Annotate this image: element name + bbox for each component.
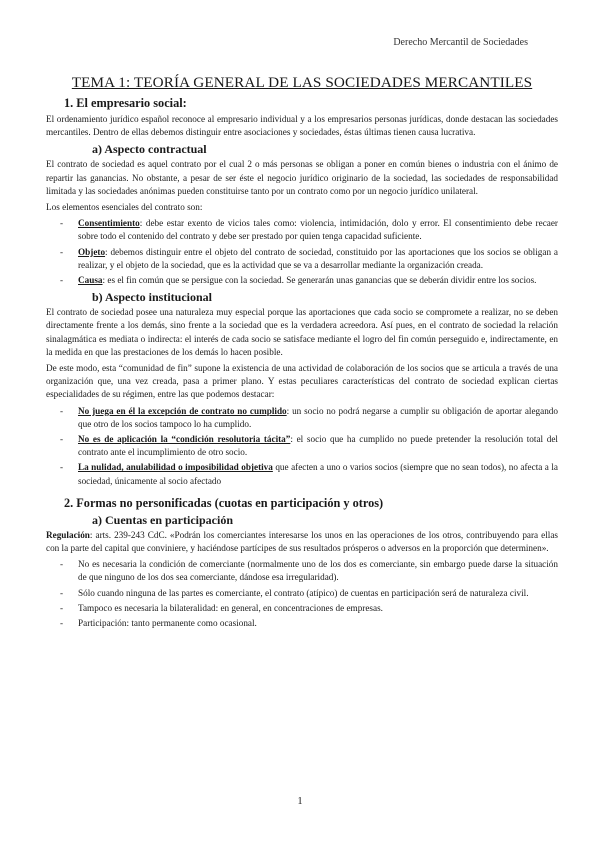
list-item-text: : es el fin común que se persigue con la sociedad. Se generarán unas ganancias que se deberán dividir entre los socios. [102,275,537,286]
list-item: - No es de aplicación la “condición resolutoria tácita”: el socio que ha cumplido no puede pretender la resolución total del contrato ante el incumplimiento de otro socio. [60,434,558,458]
page-title: TEMA 1: TEORÍA GENERAL DE LAS SOCIEDADES MERCANTILES [71,74,533,91]
page-number: 1 [297,796,303,807]
list-item-text: Tampoco es necesaria la bilateralidad: en general, en concentraciones de empresas. [78,602,383,613]
regulation-text: : arts. 239-243 CdC. «Podrán los comerciantes interesarse los unos en las operaciones de los otros, contribuyendo para ellas con la parte del capital que conviniere, y haciéndose partícipes de sus resultados prósperos o adversos en la proporción que determinen». [46,529,558,554]
list-item-text: : debe estar exento de vicios tales como: violencia, intimidación, dolo y error. El consentimiento debe recaer sobre todo el contenido del contrato y debe ser prestado por quien tenga capacidad suficiente. [78,218,558,242]
regulation-term: Regulación [46,529,90,540]
list-item: - La nulidad, anulabilidad o imposibilidad objetiva que afecten a uno o varios socios (siempre que no sean todos), no afecta a la sociedad, únicamente al socio afectado [60,462,558,486]
list-item-term: Causa [78,275,103,286]
institutional-paragraph-2: De este modo, esta “comunidad de fin” supone la existencia de una actividad de colaboración de los socios que se articula a través de una organización que, una vez creada, pasa a primer plano. Y estas peculiares características del contrato de sociedad explican ciertas especialidades de su régimen, entre las que podemos destacar: [46,363,558,400]
specialties-list [46,405,558,488]
subsection-heading-institutional: b) Aspecto institucional [92,290,213,305]
list-item-term: Consentimiento [78,218,140,229]
list-item: - Sólo cuando ninguna de las partes es comerciante, el contrato (atípico) de cuentas en participación será de naturaleza civil. [60,587,529,598]
list-item: - No juega en él la excepción de contrato no cumplido: un socio no podrá negarse a cumplir su obligación de aportar alegando que otro de los socios tampoco lo ha cumplido. [60,405,558,429]
section-heading-2: 2. Formas no personificadas (cuotas en participación y otros) [64,495,384,510]
list-item-text: : un socio no podrá negarse a cumplir su obligación de aportar alegando que otro de los socios tampoco lo ha cumplido. [78,405,558,429]
list-item-term: No juega en él la excepción de contrato no cumplido [78,405,287,416]
accounts-list [46,558,558,630]
subsection-heading-accounts: a) Cuentas en participación [92,512,233,527]
regulation-paragraph [46,529,558,555]
institutional-paragraph-1: El contrato de sociedad posee una naturaleza muy especial porque las aportaciones que cada socio se compromete a realizar, no se deben directamente frente a los demás, sino frente a la sociedad que es la verdadera acreedora. Así pues, en el contrato de sociedad la relación sinalagmática es mediata o indirecta: el interés de cada socio se satisface mediante el logro del fin común perseguido e, indirectamente, en la medida en que las prestaciones de los demás lo hacen posible. [46,307,558,357]
list-item: - No es necesaria la condición de comerciante (normalmente uno de los dos es comerciante, sin embargo puede darse la situación de que ninguno de los dos sea comerciante, dándose esa irregularidad). [60,559,558,583]
running-header: Derecho Mercantil de Sociedades [393,37,528,48]
list-item: - Objeto: debemos distinguir entre el objeto del contrato de sociedad, constituido por las aportaciones que los socios se obligan a realizar, y el objeto de la sociedad, que es la actividad que se va a desarrollar mediante la organización creada. [60,246,558,270]
list-item-text: Sólo cuando ninguna de las partes es comerciante, el contrato (atípico) de cuentas en participación será de naturaleza civil. [78,587,529,598]
elements-lead: Los elementos esenciales del contrato son: [46,202,203,213]
list-item-text: No es necesaria la condición de comerciante (normalmente uno de los dos es comerciante, sin embargo puede darse la situación de que ninguno de los dos sea comerciante, dándose esa irregularidad). [78,559,558,583]
list-item: - Causa: es el fin común que se persigue con la sociedad. Se generarán unas ganancias que se deberán dividir entre los socios. [60,275,537,286]
contractual-paragraph: El contrato de sociedad es aquel contrato por el cual 2 o más personas se obligan a poner en común bienes o industria con el ánimo de repartir las ganancias. No obstante, a pesar de ser éste el negocio jurídico originario de la sociedad, las sociedades de responsabilidad limitada y las sociedades anónimas pueden constituirse tanto por un contrato como por un negocio jurídico unilateral. [46,159,558,196]
page-content [46,74,558,633]
list-item: - Participación: tanto permanente como ocasional. [60,618,257,629]
list-item-text: : el socio que ha cumplido no puede pretender la resolución total del contrato ante el incumplimiento de otro socio. [78,434,558,458]
list-item: - Tampoco es necesaria la bilateralidad: en general, en concentraciones de empresas. [60,602,383,613]
list-item-text: que afecten a uno o varios socios (siempre que no sean todos), no afecta a la sociedad, únicamente al socio afectado [78,462,558,486]
section-1-intro: El ordenamiento jurídico español reconoce al empresario individual y a los empresarios personas jurídicas, donde destacan las sociedades mercantiles. Dentro de ellas debemos distinguir entre asociaciones y sociedades, éstas últimas tienen causa lucrativa. [46,114,558,138]
list-item-term: No es de aplicación la “condición resolutoria tácita” [78,434,291,445]
list-item-term: La nulidad, anulabilidad o imposibilidad objetiva [78,462,273,473]
list-item-term: Objeto [78,246,106,257]
subsection-heading-contractual: a) Aspecto contractual [92,142,207,157]
list-item: - Consentimiento: debe estar exento de vicios tales como: violencia, intimidación, dolo y error. El consentimiento debe recaer sobre todo el contenido del contrato y debe ser prestado por quien tenga capacidad suficiente. [60,218,558,242]
list-item-text: Participación: tanto permanente como ocasional. [78,618,257,629]
section-heading-1: 1. El empresario social: [64,96,187,110]
list-item-text: : debemos distinguir entre el objeto del contrato de sociedad, constituido por las aportaciones que los socios se obligan a realizar, y el objeto de la sociedad, que es la actividad que se va a desarrollar mediante la organización creada. [78,246,558,270]
elements-list [46,217,558,287]
